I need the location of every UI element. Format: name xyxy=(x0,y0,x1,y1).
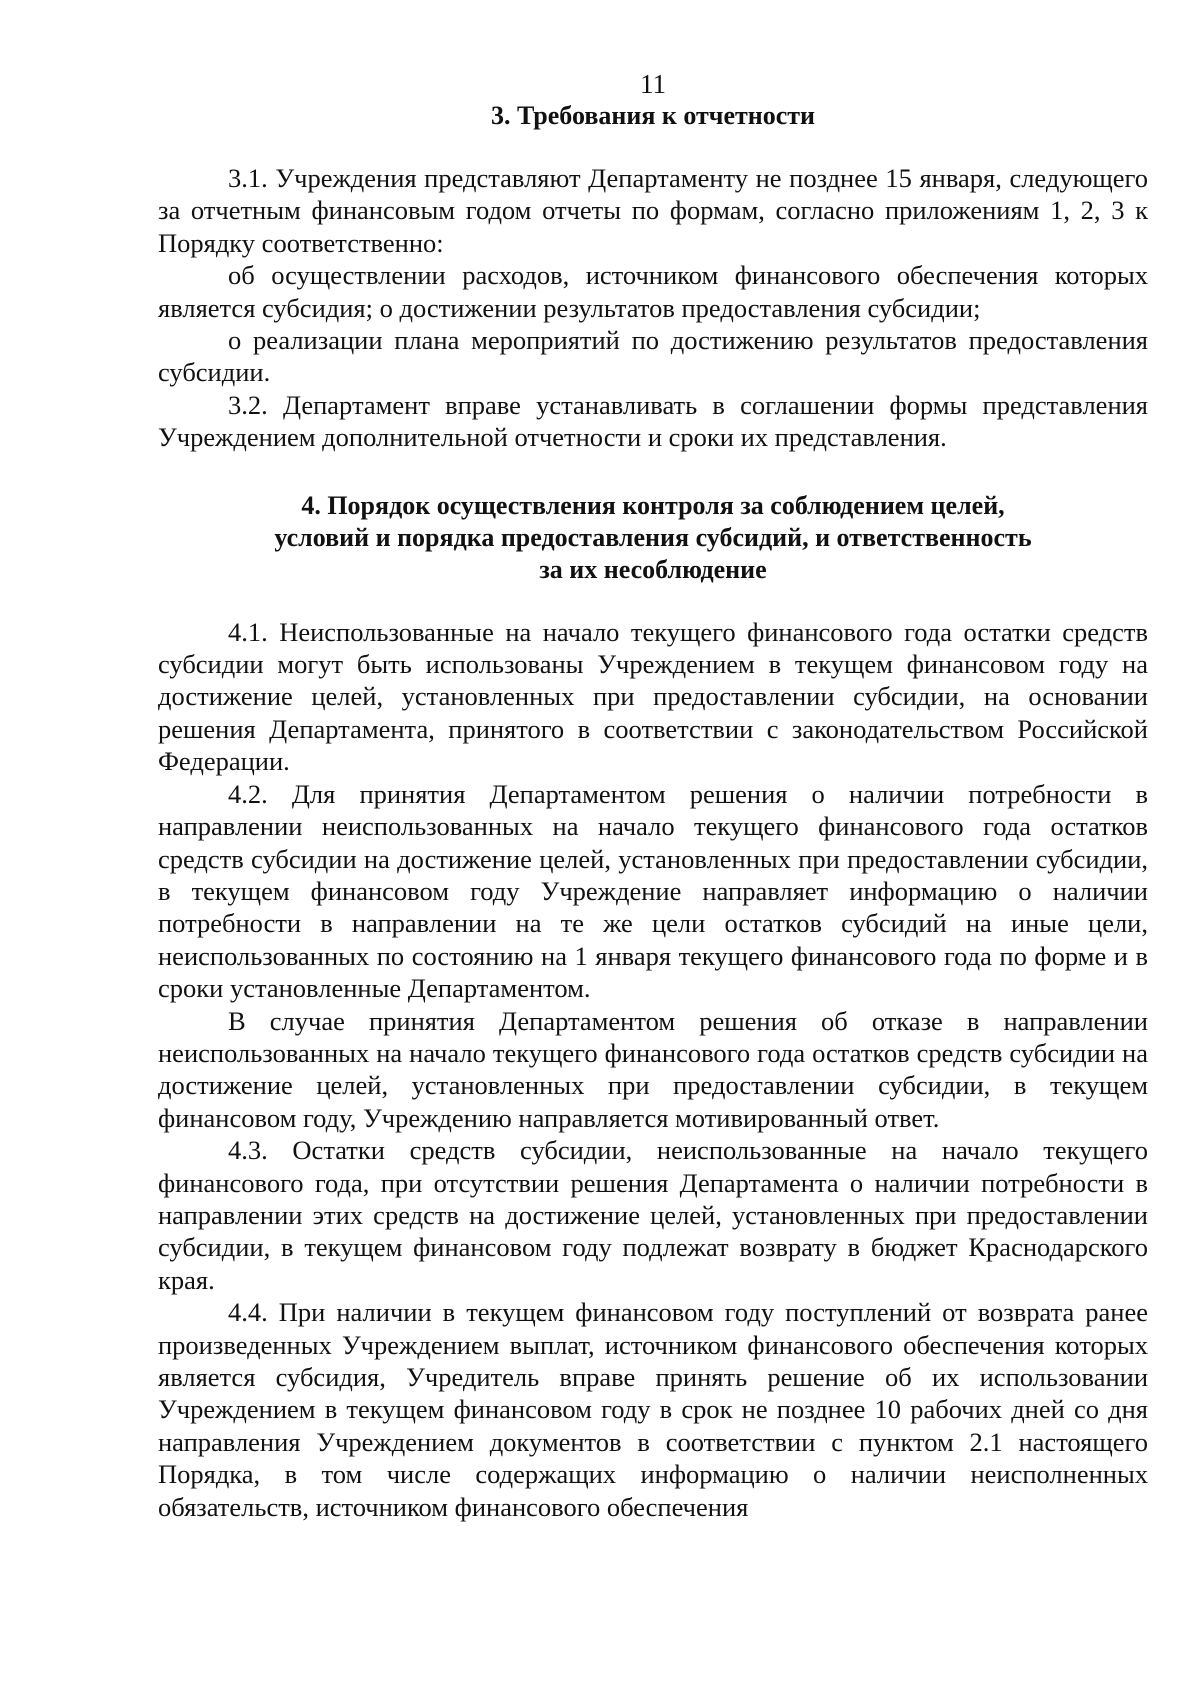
paragraph-3-2: 3.2. Департамент вправе устанавливать в соглашении формы представления Учреждением дополнительной отчетности и сроки их представления. xyxy=(158,389,1148,453)
paragraph-4-2-refusal: В случае принятия Департаментом решения об отказе в направлении неиспользованных на начало текущего финансового года остатков средств субсидии на достижение целей, установленных при предоставлении субсидии, в текущем финансовом году, Учреждению направляется мотивированный ответ. xyxy=(158,1005,1148,1133)
paragraph-4-3: 4.3. Остатки средств субсидии, неиспользованные на начало текущего финансового года, при отсутствии решения Департамента о наличии потребности в направлении этих средств на достижение целей, установленных при предоставлении субсидии, в текущем финансовом году подлежат возврату в бюджет Краснодарского края. xyxy=(158,1135,1148,1295)
page-number: 11 xyxy=(640,69,666,99)
document-page xyxy=(158,68,1148,1523)
section-4-heading xyxy=(158,490,1148,586)
section-4-heading-line: за их несоблюдение xyxy=(539,554,767,584)
paragraph-4-1: 4.1. Неиспользованные на начало текущего финансового года остатки средств субсидии могут быть использованы Учреждением в текущем финансовом году на достижение целей, установленных при предоставлении субсидии, на основании решения Департамента, принятого в соответствии с законодательством Российской Федерации. xyxy=(158,616,1148,777)
paragraph-4-2: 4.2. Для принятия Департаментом решения о наличии потребности в направлении неиспользованных на начало текущего финансового года остатков средств субсидии на достижение целей, установленных при предоставлении субсидии, в текущем финансовом году Учреждение направляет информацию о наличии потребности в направлении на те же цели остатков субсидий на иные цели, неиспользованных по состоянию на 1 января текущего финансового года по форме и в сроки установленные Департаментом. xyxy=(158,778,1148,1004)
section-3-body xyxy=(158,162,1148,454)
paragraph-4-4: 4.4. При наличии в текущем финансовом году поступлений от возврата ранее произведенных Учреждением выплат, источником финансового обеспечения которых является субсидия, Учредитель вправе принять решение об их использовании Учреждением в текущем финансовом году в срок не позднее 10 рабочих дней со дня направления Учреждением документов в соответствии с пунктом 2.1 настоящего Порядка, в том числе содержащих информацию о наличии неисполненных обязательств, источником финансового обеспечения xyxy=(158,1297,1148,1522)
paragraph-3-1-item-plan: о реализации плана мероприятий по достижению результатов предоставления субсидии. xyxy=(158,325,1148,388)
paragraph-3-1-item-expenses: об осуществлении расходов, источником финансового обеспечения которых является субсидия; о достижении результатов предоставления субсидии; xyxy=(158,260,1148,323)
section-4-body xyxy=(158,616,1148,1523)
section-4-heading-line: 4. Порядок осуществления контроля за соблюдением целей, xyxy=(301,490,1005,520)
section-4-heading-line: условий и порядка предоставления субсидий, и ответственность xyxy=(274,522,1032,552)
paragraph-3-1: 3.1. Учреждения представляют Департаменту не позднее 15 января, следующего за отчетным финансовым годом отчеты по формам, согласно приложениям 1, 2, 3 к Порядку соответственно: xyxy=(158,163,1148,258)
section-3-heading: 3. Требования к отчетности xyxy=(490,101,816,130)
